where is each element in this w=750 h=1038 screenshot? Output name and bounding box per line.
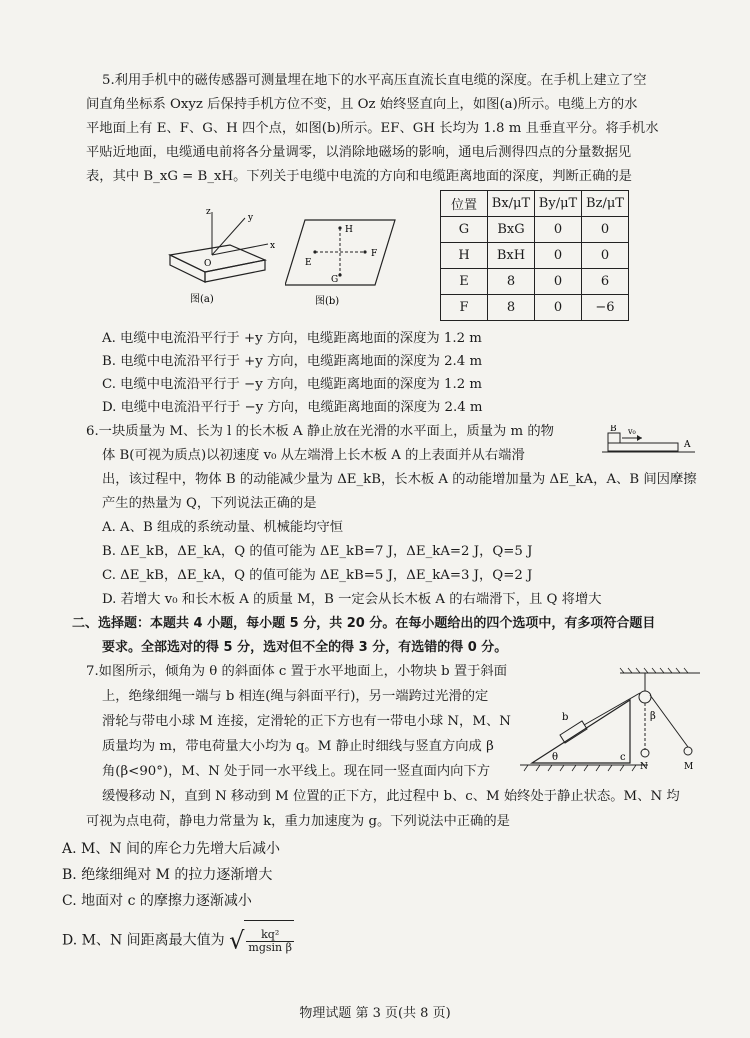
- table-header: Bz/μT: [582, 191, 629, 217]
- table-cell: 0: [582, 243, 629, 269]
- q6-line-2: 体 B(可视为质点)以初速度 v₀ 从左端滑上长木板 A 的上表面并从右端滑: [102, 448, 525, 463]
- table-cell: 8: [488, 269, 535, 295]
- table-header: Bx/μT: [488, 191, 535, 217]
- q7-option-c: C. 地面对 c 的摩擦力逐渐减小: [62, 893, 252, 909]
- q5-line-1: 5.利用手机中的磁传感器可测量埋在地下的水平高压直流长直电缆的深度。在手机上建立了空: [102, 73, 647, 88]
- fig-a-y-label: y: [248, 213, 254, 223]
- fig-b-e-label: E: [305, 258, 312, 268]
- fig-a-o-label: O: [204, 259, 212, 269]
- table-cell: 8: [488, 295, 535, 321]
- q7-option-d-prefix: D. M、N 间距离最大值为: [62, 932, 225, 949]
- table-cell: F: [441, 295, 488, 321]
- q7-line-6: 缓慢移动 N，直到 N 移动到 M 位置的正下方，此过程中 b、c、M 始终处于静止状态。M、N 均: [102, 789, 680, 804]
- table-cell: 0: [535, 243, 582, 269]
- fig-a-caption: 图(a): [190, 294, 214, 305]
- q7-option-d: [62, 920, 294, 961]
- q7-line-3: 滑轮与带电小球 M 连接，定滑轮的正下方也有一带电小球 N，M、N: [102, 714, 511, 729]
- table-cell: 6: [582, 269, 629, 295]
- q6-line-4: 产生的热量为 Q，下列说法正确的是: [102, 496, 317, 511]
- fig-b-f-label: F: [371, 249, 378, 259]
- q7-line-5: 角(β<90°)，M、N 处于同一水平线上。现在同一竖直面内向下方: [102, 764, 491, 779]
- fig7-beta-label: β: [650, 711, 656, 722]
- q6-option-d: D. 若增大 v₀ 和长木板 A 的质量 M，B 一定会从长木板 A 的右端滑下，且 Q 将增大: [102, 592, 602, 607]
- table-cell: 0: [535, 269, 582, 295]
- q7-option-a: A. M、N 间的库仑力先增大后减小: [62, 841, 281, 857]
- section-2-heading-1: 二、选择题：本题共 4 小题，每小题 5 分，共 20 分。在每小题给出的四个选项中，有多项符合题目: [72, 616, 656, 631]
- table-row: [441, 295, 629, 321]
- section-2-heading-2: 要求。全部选对的得 5 分，选对但不全的得 3 分，有选错的得 0 分。: [102, 640, 508, 655]
- figure-board-block: [600, 425, 700, 465]
- q5-line-3: 平地面上有 E、F、G、H 四个点，如图(b)所示。EF、GH 长均为 1.8 m 且垂直平分。将手机水: [86, 121, 659, 136]
- fig7-m-label: M: [684, 762, 694, 772]
- fig7-c-label: c: [620, 752, 626, 763]
- q5-line-2: 间直角坐标系 Oxyz 后保持手机方位不变，且 Oz 始终竖直向上，如图(a)所示。电缆上方的水: [86, 97, 638, 112]
- q6-line-1: 6.一块质量为 M、长为 l 的长木板 A 静止放在光滑的水平面上，质量为 m 的物: [86, 424, 554, 439]
- fig-b-caption: 图(b): [315, 296, 340, 307]
- fig6-a-label: A: [684, 440, 691, 450]
- table-header: By/μT: [535, 191, 582, 217]
- table-row: [441, 243, 629, 269]
- table-cell: −6: [582, 295, 629, 321]
- q6-option-a: A. A、B 组成的系统动量、机械能均守恒: [102, 520, 344, 535]
- fig6-b-label: B: [610, 425, 617, 434]
- field-data-table: [440, 190, 629, 321]
- sqrt-icon: √: [229, 926, 245, 955]
- fig6-v-label: v₀: [628, 427, 636, 436]
- q5-line-4: 平贴近地面，电缆通电前将各分量调零，以消除地磁场的影响，通电后测得四点的分量数据见: [86, 145, 632, 160]
- q5-line-5: 表，其中 B_xG = B_xH。下列关于电缆中电流的方向和电缆距离地面的深度，判断正确的是: [86, 169, 632, 184]
- fig7-theta-label: θ: [552, 752, 559, 763]
- q5-option-c: C. 电缆中电流沿平行于 −y 方向，电缆距离地面的深度为 1.2 m: [102, 377, 482, 392]
- q6-line-3: 出，该过程中，物体 B 的动能减少量为 ΔE_kB，长木板 A 的动能增加量为 ΔE_kA，A、B 间因摩擦: [102, 472, 697, 487]
- page-footer: 物理试题 第 3 页(共 8 页): [299, 1006, 451, 1021]
- q6-option-b: B. ΔE_kB，ΔE_kA，Q 的值可能为 ΔE_kB=7 J，ΔE_kA=2 J，Q=5 J: [102, 544, 533, 559]
- table-cell: G: [441, 217, 488, 243]
- q5-option-a: A. 电缆中电流沿平行于 +y 方向，电缆距离地面的深度为 1.2 m: [102, 331, 482, 346]
- fig7-b-label: b: [562, 712, 569, 723]
- q7-line-7: 可视为点电荷，静电力常量为 k，重力加速度为 g。下列说法中正确的是: [86, 814, 510, 829]
- table-cell: H: [441, 243, 488, 269]
- table-cell: E: [441, 269, 488, 295]
- fig-a-x-label: x: [270, 241, 276, 251]
- table-cell: BxH: [488, 243, 535, 269]
- table-row: [441, 269, 629, 295]
- q7-line-1: 7.如图所示，倾角为 θ 的斜面体 c 置于水平地面上，小物块 b 置于斜面: [86, 664, 508, 679]
- fig-b-h-label: H: [345, 225, 353, 235]
- table-cell: 0: [535, 217, 582, 243]
- table-header-row: [441, 191, 629, 217]
- figure-incline-pulley: [520, 665, 720, 777]
- table-cell: 0: [535, 295, 582, 321]
- fig7-n-label: N: [640, 762, 648, 772]
- q5-option-b: B. 电缆中电流沿平行于 +y 方向，电缆距离地面的深度为 2.4 m: [102, 354, 483, 369]
- q5-option-d: D. 电缆中电流沿平行于 −y 方向，电缆距离地面的深度为 2.4 m: [102, 400, 483, 415]
- q6-option-c: C. ΔE_kB，ΔE_kA，Q 的值可能为 ΔE_kB=5 J，ΔE_kA=3 J，Q=2 J: [102, 568, 533, 583]
- table-cell: BxG: [488, 217, 535, 243]
- table-header: 位置: [441, 191, 488, 217]
- figure-b: [285, 210, 405, 310]
- q7-line-4: 质量均为 m，带电荷量大小均为 q。M 静止时细线与竖直方向成 β: [102, 739, 494, 754]
- table-cell: 0: [582, 217, 629, 243]
- table-row: [441, 217, 629, 243]
- fig-b-g-label: G: [331, 275, 339, 285]
- option-d-denominator: mgsin β: [248, 940, 292, 954]
- q7-option-b: B. 绝缘细绳对 M 的拉力逐渐增大: [62, 867, 273, 883]
- q7-line-2: 上，绝缘细绳一端与 b 相连(绳与斜面平行)，另一端跨过光滑的定: [102, 689, 489, 704]
- option-d-numerator: kq²: [246, 929, 294, 942]
- option-d-radicand: [244, 920, 294, 961]
- figure-a: [160, 200, 280, 310]
- fig-a-z-label: z: [206, 207, 211, 217]
